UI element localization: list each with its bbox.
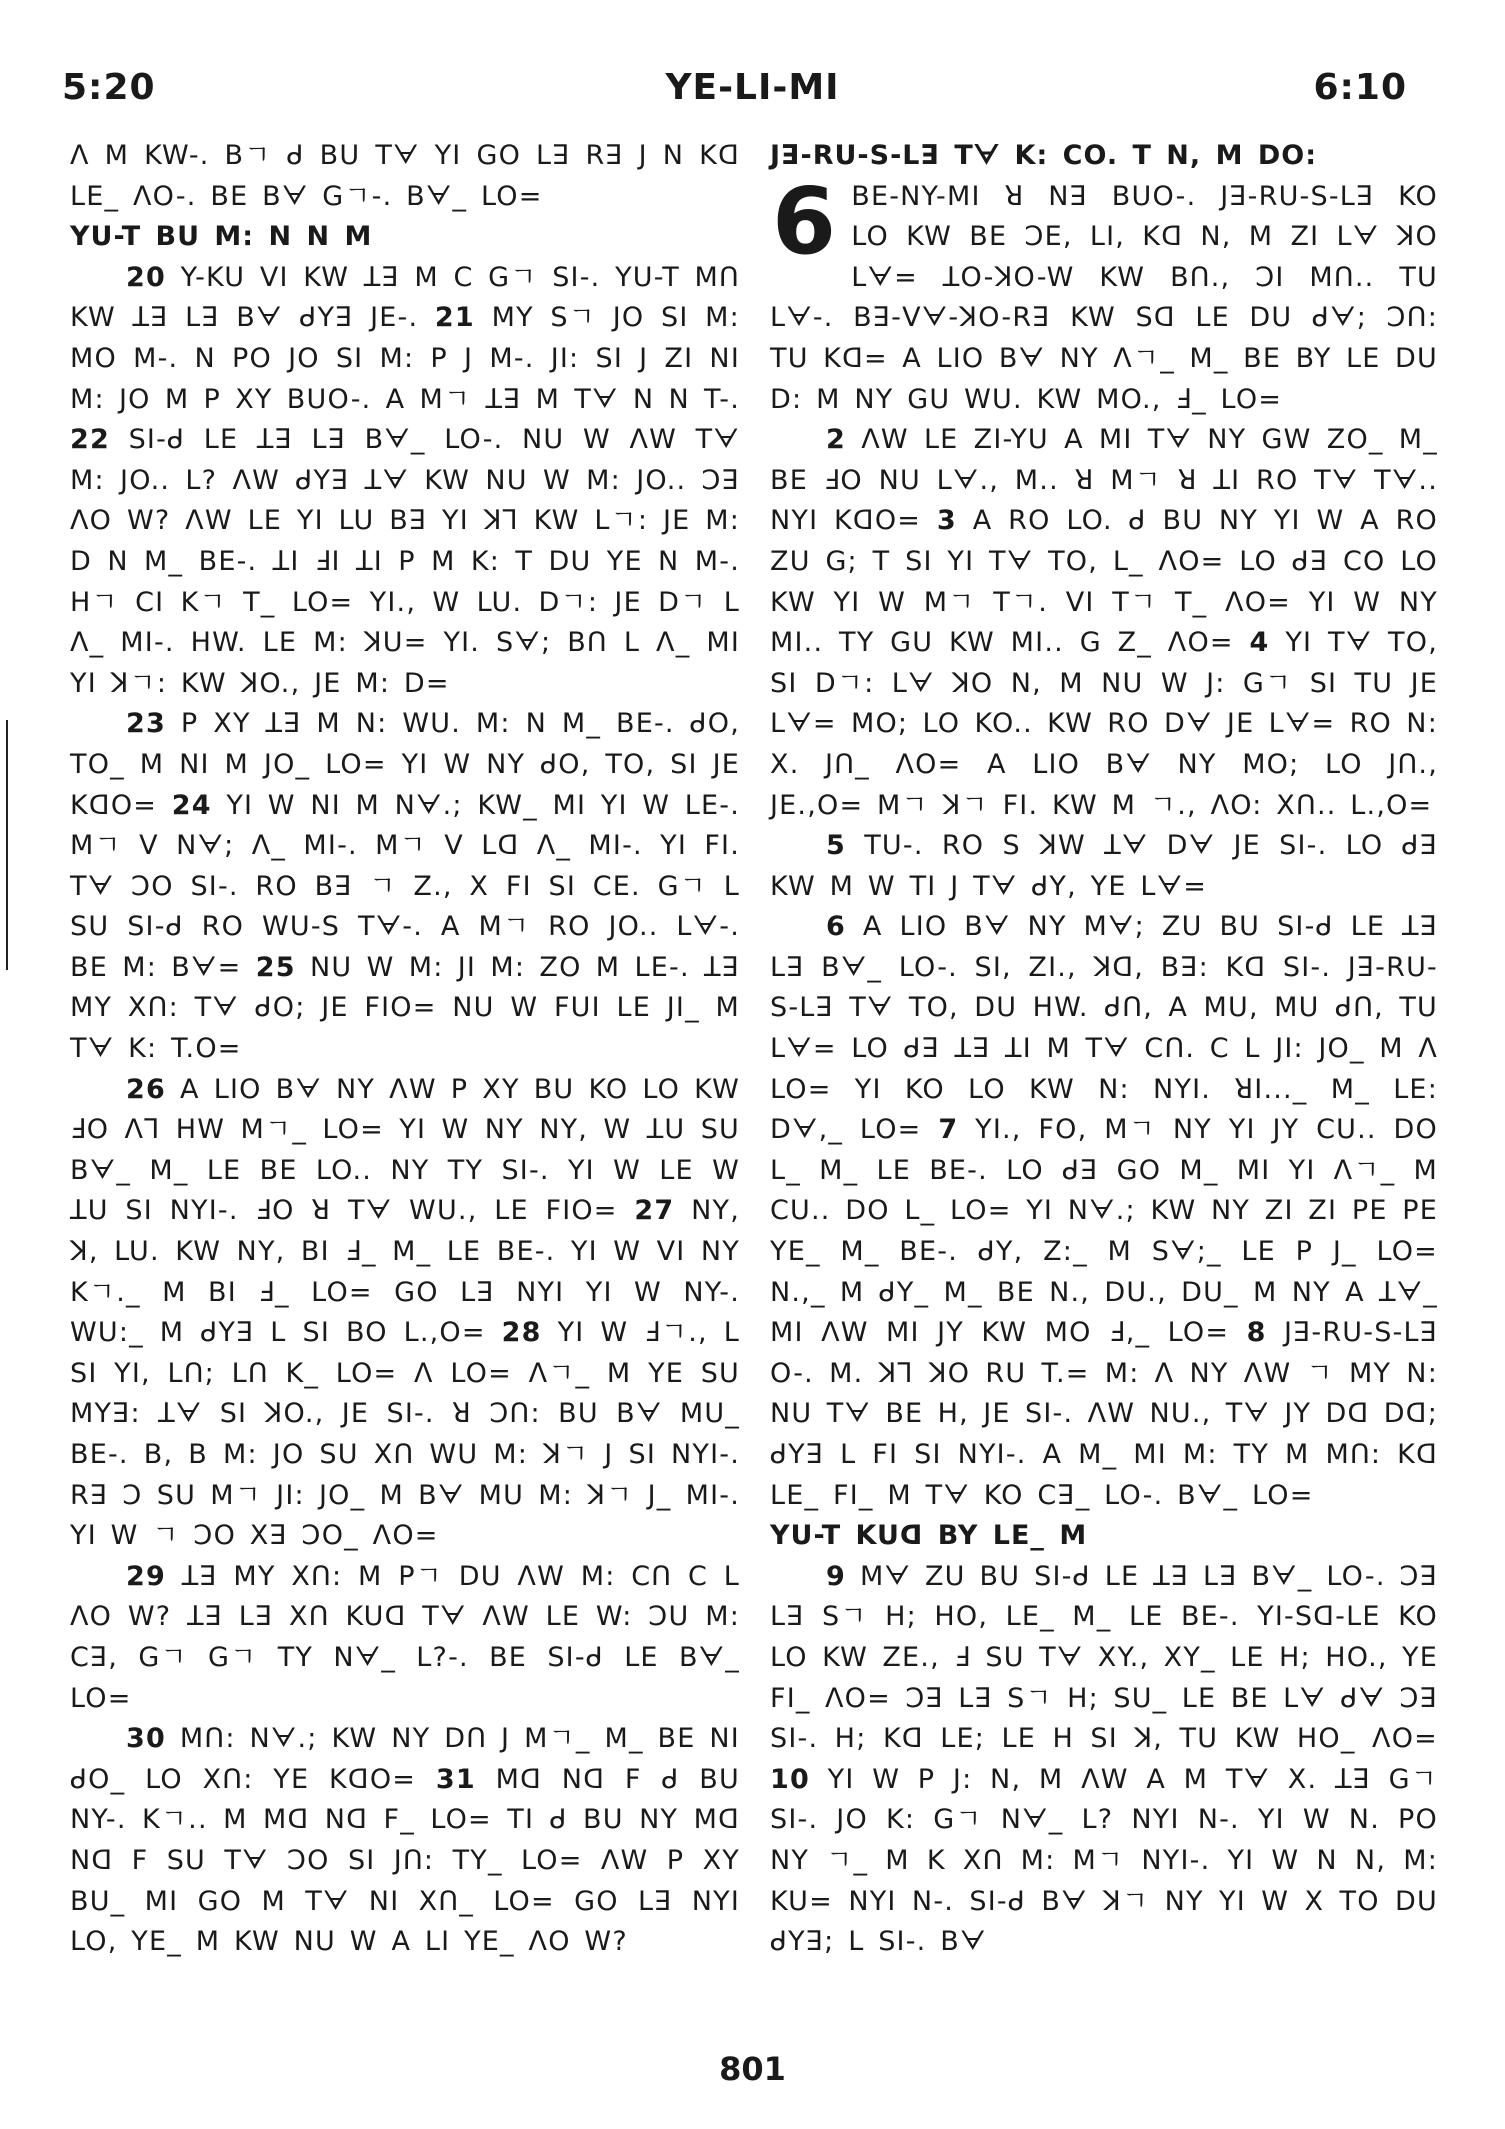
verse-text: Y-KU VI KW ꓕꓱ M C Gㄱ SI-. YU-T Mᑎ KW ꓕꓱ Lꓱ Bᗄ ᑯYꓱ JE-.: [70, 261, 740, 334]
verse-number: 29: [126, 1560, 166, 1592]
verse-number: 20: [126, 261, 166, 293]
verse-number: 26: [126, 1073, 166, 1105]
verse-number: 5: [826, 830, 846, 862]
verse-number: 24: [171, 789, 212, 821]
verse-number: 22: [70, 424, 110, 456]
verse-text: YI W P J: N, M ᐱW A M Tᗄ X. ꓕꓱ Gㄱ SI-. JO K: Gㄱ Nᗄ_ L? NYI N-. YI W N. PO NY ㄱ_ M K Xᑎ M: Mㄱ NYI-. YI W N N, M: KU= NYI N-. SI-ᑯ Bᗄ ꓘㄱ NY YI W X TO DU ᑯYꓱ; L SI-. Bᗄ: [770, 1763, 1438, 1958]
verse-number: 28: [501, 1317, 542, 1349]
verse-paragraph: [70, 704, 740, 1069]
verse-number: 3: [936, 505, 957, 537]
verse-text: YI W ꓞㄱ., L SI YI, Lᑎ; Lᑎ K_ LO= ᐱ LO= ᐱㄱ_ M YE SU MYꓱ: ꓕᗄ SI ꓘO., JE SI-. ꓤ Ↄᑎ: BU Bᗄ MU_ BE-. B, B M: JO SU Xᑎ WU M: ꓘㄱ J SI NYI-. Rꓱ Ↄ SU Mㄱ JI: JO_ M Bᗄ MU M: ꓘㄱ J_ MI-. YI W ㄱ ϽO Xꓱ ϽO_ ᐱO=: [70, 1317, 740, 1552]
chapter-opening-paragraph: [770, 167, 1438, 421]
verse-number: 23: [126, 708, 166, 740]
body-paragraph: ᐱ M KW-. Bㄱ ᑯ BU Tᗄ YI GO Lꓱ Rꓱ J N Kᗡ LE_ ᐱO-. BE Bᗄ Gㄱ-. Bᗄ_ LO=: [70, 140, 740, 212]
verse-text: SI-ᑯ LE ꓕꓱ Lꓱ Bᗄ_ LO-. NU W ᐱW Tᗄ M: JO.. L? ᐱW ᑯYꓱ ꓕᗄ KW NU W M: JO.. Ↄꓱ ᐱO W? ᐱW LE YI LU Bꓱ YI ꓘꓶ KW Lㄱ: JE M: D N M_ BE-. ꓕI ꓞI ꓕI P M K: T DU YE N M-. Hㄱ CI Kㄱ T_ LO= YI., W LU. Dㄱ: JE Dㄱ L ᐱ_ MI-. HW. LE M: ꓘU= YI. Sᗄ; Bᑎ L ᐱ_ MI YI ꓘㄱ: KW ꓘO., JE M: D=: [70, 424, 740, 699]
verse-number: 31: [435, 1763, 476, 1795]
verse-text: YI., FO, Mㄱ NY YI JY CU.. DO L_ M_ LE BE-. LO ᑯꓱ GO M_ MI YI ᐱㄱ_ M CU.. DO L_ LO= YI Nᗄ.; KW NY ZI ZI PE PE YE_ M_ BE-. ᑯY, Z:_ M Sᗄ;_ LE P J_ LO= N.,_ M ᑯY_ M_ BE N., DU., DU_ M NY A ꓕᗄ_ MI ᐱW MI JY KW MO ꓞ,_ LO=: [770, 1114, 1438, 1349]
verse-text: Jꓱ-RU-S-Lꓱ O-. M. ꓘꓶ ꓘO RU T.= M: ᐱ NY ᐱW ㄱ MY N: NU Tᗄ BE H, JE SI-. ᐱW NU., Tᗄ JY Dᗡ Dᗡ; ᑯYꓱ L FI SI NYI-. A M_ MI M: TY M Mᑎ: Kᗡ LE_ FI_ M Tᗄ KO Cꓱ_ LO-. Bᗄ_ LO=: [770, 1317, 1438, 1511]
verse-text: Mᗡ Nᗡ F ᑯ BU NY-. Kㄱ.. M Mᗡ Nᗡ F_ LO= TI ᑯ BU NY Mᗡ Nᗡ F SU Tᗄ ϽO SI Jᑎ: TY_ LO= ᐱW P XY BU_ MI GO M Tᗄ NI Xᑎ_ LO= GO Lꓱ NYI LO, YE_ M KW NU W A LI YE_ ᐱO W?: [70, 1763, 740, 1958]
verse-text: Mᑎ: Nᗄ.; KW NY Dᑎ J Mㄱ_ M_ BE NI ᑯO_ LO Xᑎ: YE KᗡO=: [70, 1723, 740, 1795]
verse-text: ᐱW LE ZI-YU A MI Tᗄ NY GW ZO_ M_ BE ꓞO NU Lᗄ., M.. ꓤ Mㄱ ꓤ ꓕI RO Tᗄ Tᗄ.. NYI KᗡO=: [770, 424, 1438, 537]
verse-text: NU W M: JI M: ZO M LE-. ꓕꓱ MY Xᑎ: Tᗄ ᑯO; JE FIO= NU W FUI LE JI_ M Tᗄ K: T.O=: [70, 951, 740, 1065]
verse-paragraph: [70, 1557, 740, 1719]
verse-paragraph: [770, 907, 1438, 1516]
verse-text: A RO LO. ᑯ BU NY YI W A RO ZU G; T SI YI Tᗄ TO, L_ ᐱO= LO ᑯꓱ CO LO KW YI W Mㄱ Tㄱ. VI Tㄱ T_ ᐱO= YI W NY MI.. TY GU KW MI.. G Z_ ᐱO=: [770, 505, 1438, 659]
verse-number: 8: [1246, 1317, 1267, 1349]
verse-number: 25: [255, 951, 296, 983]
verse-text: ꓕꓱ MY Xᑎ: M Pㄱ DU ᐱW M: Cᑎ C L ᐱO W? ꓕꓱ Lꓱ Xᑎ KUᗡ Tᗄ ᐱW LE W: ϽU M: Cꓱ, Gㄱ Gㄱ TY Nᗄ_ L?-. BE SI-ᑯ LE Bᗄ_ LO=: [70, 1560, 740, 1714]
right-column: [770, 136, 1438, 2016]
verse-text: A LIO Bᗄ NY ᐱW P XY BU KO LO KW ꓞO ᐱꓶ HW Mㄱ_ LO= YI W NY NY, W ꓕU SU Bᗄ_ M_ LE BE LO.. NY TY SI-. YI W LE W ꓕU SI NYI-. ꓞO ꓤ Tᗄ WU., LE FIO=: [70, 1073, 740, 1227]
verse-paragraph: [70, 1070, 740, 1557]
verse-number: 10: [770, 1763, 810, 1795]
verse-paragraph: [70, 258, 740, 705]
verse-text: A LIO Bᗄ NY Mᗄ; ZU BU SI-ᑯ LE ꓕꓱ Lꓱ Bᗄ_ LO-. SI, ZI., ꓘᗡ, Bꓱ: Kᗡ SI-. Jꓱ-RU-S-Lꓱ Tᗄ TO, DU HW. ᑯᑎ, A MU, MU ᑯᑎ, TU Lᗄ= LO ᑯꓱ ꓕꓱ ꓕI M Tᗄ Cᑎ. C L JI: JO_ M ᐱ LO= YI KO LO KW N: NYI. ꓤI..._ M_ LE: Dᗄ,_ LO=: [770, 911, 1438, 1146]
verse-text: MY Sㄱ JO SI M: MO M-. N PO JO SI M: P J M-. JI: SI J ZI NI M: JO M P XY BUO-. A Mㄱ ꓕꓱ M Tᗄ N N T-.: [70, 302, 740, 415]
verse-text: NY, ꓘ, LU. KW NY, BI ꓞ_ M_ LE BE-. YI W VI NY Kㄱ._ M BI ꓞ_ LO= GO Lꓱ NYI YI W NY-. WU:_ M ᑯYꓱ L SI BO L.,O=: [70, 1195, 740, 1349]
verse-number: 4: [1249, 627, 1270, 659]
verse-text: BE-NY-MI ꓤ Nꓱ BUO-. Jꓱ-RU-S-Lꓱ KO LO KW BE ϽE, LI, Kᗡ N, M ZI Lᗄ ꓘO Lᗄ= ꓕO-ꓘO-W KW Bᑎ., ϽI Mᑎ.. TU Lᗄ-. Bꓱ-Vᗄ-ꓘO-Rꓱ KW Sᗡ LE DU ᑯᗄ; Ↄᑎ: TU Kᗡ= A LIO Bᗄ NY ᐱㄱ_ M_ BE BY LE DU D: M NY GU WU. KW MO., ꓞ_ LO=: [770, 180, 1438, 415]
running-head-right: 6:10: [1313, 67, 1407, 108]
verse-number: 27: [634, 1195, 675, 1227]
verse-number: 30: [126, 1723, 166, 1755]
margin-rule: [6, 720, 8, 970]
section-heading: Jꓱ-RU-S-Lꓱ Tᗄ K: CO. T N, M DO:: [770, 140, 1317, 171]
verse-paragraph: [770, 826, 1438, 907]
verse-text: YI Tᗄ TO, SI Dㄱ: Lᗄ ꓘO N, M NU W J: Gㄱ SI TU JE Lᗄ= MO; LO KO.. KW RO Dᗄ JE Lᗄ= RO N: X. Jᑎ_ ᐱO= A LIO Bᗄ NY MO; LO Jᑎ., JE.,O= Mㄱ ꓘㄱ FI. KW M ㄱ., ᐱO: Xᑎ.. L.,O=: [770, 627, 1438, 821]
running-head-title: YE-LI-MI: [665, 67, 840, 108]
chapter-number: 6: [772, 167, 838, 275]
verse-number: 2: [826, 424, 846, 456]
verse-text: YI W NI M Nᗄ.; KW_ MI YI W LE-. Mㄱ V Nᗄ; ᐱ_ MI-. Mㄱ V Lᗡ ᐱ_ MI-. YI FI. Tᗄ ϽO SI-. RO Bꓱ ㄱ Z., X FI SI CE. Gㄱ L SU SI-ᑯ RO WU-S Tᗄ-. A Mㄱ RO JO.. Lᗄ-. BE M: Bᗄ=: [70, 789, 740, 983]
verse-number: 7: [938, 1114, 959, 1146]
verse-number: 6: [826, 911, 846, 943]
verse-number: 21: [434, 302, 475, 334]
verse-paragraph: [770, 1557, 1438, 1963]
verse-text: TU-. RO S ꓘW ꓕᗄ Dᗄ JE SI-. LO ᑯꓱ KW M W TI J Tᗄ ᑯY, YE Lᗄ=: [770, 830, 1438, 902]
section-heading: YU-T KUᗡ BY LE_ M: [770, 1520, 1088, 1552]
verse-paragraph: [70, 1719, 740, 1963]
left-column: [70, 136, 740, 2016]
verse-paragraph: [770, 420, 1438, 826]
page-number: 801: [719, 2050, 786, 2088]
verse-text: Mᗄ ZU BU SI-ᑯ LE ꓕꓱ Lꓱ Bᗄ_ LO-. Ↄꓱ Lꓱ Sㄱ H; HO, LE_ M_ LE BE-. YI-Sᗡ-LE KO LO KW ZE., ꓞ SU Tᗄ XY., XY_ LE H; HO., YE FI_ ᐱO= Ↄꓱ Lꓱ Sㄱ H; SU_ LE BE Lᗄ ᑯᗄ Ↄꓱ SI-. H; Kᗡ LE; LE H SI ꓘ, TU KW HO_ ᐱO=: [770, 1560, 1438, 1755]
verse-text: P XY ꓕꓱ M N: WU. M: N M_ BE-. ᑯO, TO_ M NI M JO_ LO= YI W NY ᑯO, TO, SI JE KᗡO=: [70, 708, 740, 821]
section-heading: YU-T BU M: N N M: [70, 221, 373, 253]
verse-number: 9: [826, 1560, 846, 1592]
running-head-left: 5:20: [62, 67, 156, 108]
